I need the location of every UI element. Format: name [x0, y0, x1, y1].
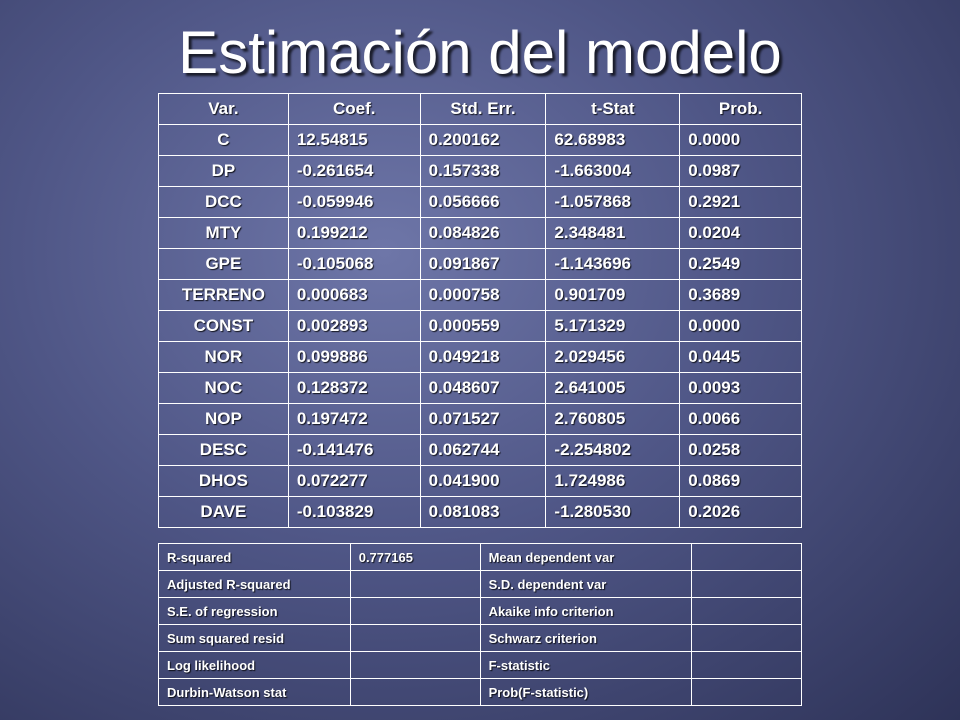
value-cell: 5.171329 [546, 311, 680, 342]
stat-value [692, 544, 802, 571]
stat-label: Adjusted R-squared [159, 571, 351, 598]
stat-label: Akaike info criterion [480, 598, 692, 625]
value-cell: 0.0000 [680, 125, 802, 156]
slide-title: Estimación del modelo [178, 19, 782, 86]
coefficients-body [159, 125, 802, 528]
header-var: Var. [159, 94, 289, 125]
stat-value [692, 598, 802, 625]
table-row [159, 404, 802, 435]
variable-cell: CONST [159, 311, 289, 342]
table-row [159, 311, 802, 342]
table-row [159, 435, 802, 466]
header-prob: Prob. [680, 94, 802, 125]
variable-cell: NOR [159, 342, 289, 373]
variable-cell: C [159, 125, 289, 156]
header-coef: Coef. [288, 94, 420, 125]
value-cell: -0.261654 [288, 156, 420, 187]
value-cell: -1.663004 [546, 156, 680, 187]
header-t-stat: t-Stat [546, 94, 680, 125]
variable-cell: DP [159, 156, 289, 187]
value-cell: 0.0987 [680, 156, 802, 187]
table-row [159, 187, 802, 218]
value-cell: 0.048607 [420, 373, 546, 404]
value-cell: 0.0000 [680, 311, 802, 342]
value-cell: 0.099886 [288, 342, 420, 373]
table-row [159, 218, 802, 249]
stat-label: Log likelihood [159, 652, 351, 679]
value-cell: 0.0258 [680, 435, 802, 466]
value-cell: 0.062744 [420, 435, 546, 466]
stats-row [159, 544, 802, 571]
value-cell: 0.084826 [420, 218, 546, 249]
stat-value [692, 679, 802, 706]
stat-label: S.E. of regression [159, 598, 351, 625]
regression-stats-table [158, 543, 802, 706]
value-cell: 1.724986 [546, 466, 680, 497]
header-std-err: Std. Err. [420, 94, 546, 125]
stat-value [350, 652, 480, 679]
variable-cell: NOC [159, 373, 289, 404]
stat-value [350, 625, 480, 652]
stat-value [692, 571, 802, 598]
table-row [159, 280, 802, 311]
value-cell: 0.200162 [420, 125, 546, 156]
stats-row [159, 652, 802, 679]
variable-cell: DAVE [159, 497, 289, 528]
value-cell: 0.002893 [288, 311, 420, 342]
stat-label: S.D. dependent var [480, 571, 692, 598]
value-cell: 0.000559 [420, 311, 546, 342]
value-cell: -2.254802 [546, 435, 680, 466]
value-cell: 0.072277 [288, 466, 420, 497]
stat-label: Durbin-Watson stat [159, 679, 351, 706]
value-cell: 0.049218 [420, 342, 546, 373]
stats-row [159, 571, 802, 598]
stats-row [159, 598, 802, 625]
value-cell: 0.128372 [288, 373, 420, 404]
variable-cell: GPE [159, 249, 289, 280]
stats-row [159, 625, 802, 652]
stat-label: Prob(F-statistic) [480, 679, 692, 706]
value-cell: -0.105068 [288, 249, 420, 280]
value-cell: 0.157338 [420, 156, 546, 187]
value-cell: 0.0093 [680, 373, 802, 404]
stat-value [350, 598, 480, 625]
variable-cell: NOP [159, 404, 289, 435]
stat-label: Sum squared resid [159, 625, 351, 652]
stat-value [692, 625, 802, 652]
value-cell: 0.056666 [420, 187, 546, 218]
value-cell: -0.059946 [288, 187, 420, 218]
table-row [159, 125, 802, 156]
value-cell: 2.641005 [546, 373, 680, 404]
value-cell: 0.0445 [680, 342, 802, 373]
stat-value: 0.777165 [350, 544, 480, 571]
value-cell: 0.0066 [680, 404, 802, 435]
regression-stats-body [159, 544, 802, 706]
value-cell: 0.071527 [420, 404, 546, 435]
table-row [159, 373, 802, 404]
value-cell: 0.000683 [288, 280, 420, 311]
value-cell: 0.197472 [288, 404, 420, 435]
value-cell: 0.901709 [546, 280, 680, 311]
value-cell: 2.760805 [546, 404, 680, 435]
value-cell: 12.54815 [288, 125, 420, 156]
value-cell: 0.2549 [680, 249, 802, 280]
header-row [159, 94, 802, 125]
stat-label: Schwarz criterion [480, 625, 692, 652]
value-cell: 0.2026 [680, 497, 802, 528]
variable-cell: TERRENO [159, 280, 289, 311]
stats-row [159, 679, 802, 706]
value-cell: 0.041900 [420, 466, 546, 497]
value-cell: 0.199212 [288, 218, 420, 249]
value-cell: 0.3689 [680, 280, 802, 311]
variable-cell: DESC [159, 435, 289, 466]
coefficients-table [158, 93, 802, 528]
value-cell: -0.141476 [288, 435, 420, 466]
value-cell: -1.057868 [546, 187, 680, 218]
value-cell: 0.0204 [680, 218, 802, 249]
value-cell: 0.081083 [420, 497, 546, 528]
value-cell: 0.2921 [680, 187, 802, 218]
value-cell: -1.280530 [546, 497, 680, 528]
table-row [159, 342, 802, 373]
stat-value [692, 652, 802, 679]
value-cell: 0.000758 [420, 280, 546, 311]
value-cell: 0.0869 [680, 466, 802, 497]
variable-cell: DCC [159, 187, 289, 218]
stat-value [350, 571, 480, 598]
table-row [159, 466, 802, 497]
table-row [159, 249, 802, 280]
value-cell: 0.091867 [420, 249, 546, 280]
table-row [159, 497, 802, 528]
value-cell: 62.68983 [546, 125, 680, 156]
variable-cell: DHOS [159, 466, 289, 497]
value-cell: -0.103829 [288, 497, 420, 528]
stat-label: R-squared [159, 544, 351, 571]
value-cell: -1.143696 [546, 249, 680, 280]
value-cell: 2.348481 [546, 218, 680, 249]
stat-value [350, 679, 480, 706]
stat-label: Mean dependent var [480, 544, 692, 571]
value-cell: 2.029456 [546, 342, 680, 373]
variable-cell: MTY [159, 218, 289, 249]
table-row [159, 156, 802, 187]
stat-label: F-statistic [480, 652, 692, 679]
